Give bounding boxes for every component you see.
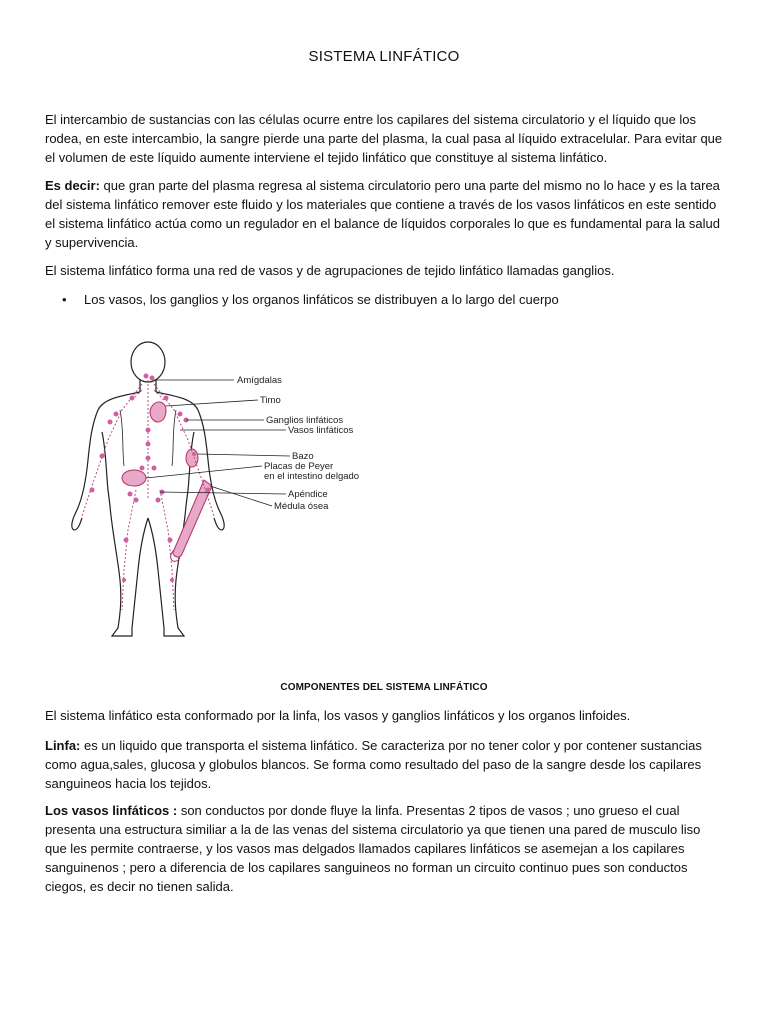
lymphatic-system-figure <box>62 340 402 645</box>
paragraph-linfa-body: es un liquido que transporta el sistema linfático. Se caracteriza por no tener color y por contener sustancias como agua,sales, glucosa y globulos blancos. Se forma como resultado del paso de la sangre desde los capilares sanguineos hacia los tejidos. <box>45 738 702 791</box>
paragraph-linfa <box>45 736 725 793</box>
paragraph-intro: El intercambio de sustancias con las células ocurre entre los capilares del sistema circulatorio y el líquido que los rodea, en este intercambio, la sangre pierde una parte del plasma, la cual pasa al líquido extracelular. Para evitar que el volumen de este líquido aumente interviene el tejido linfático que constituye al sistema linfático. <box>45 112 723 165</box>
paragraph-vasos-linfaticos <box>45 801 725 896</box>
label-placas-2: en el intestino delgado <box>264 471 360 482</box>
label-bazo: Bazo <box>292 451 314 462</box>
label-amigdalas: Amígdalas <box>237 375 282 386</box>
bullet-icon: • <box>62 292 67 307</box>
paragraph-es-decir-body: que gran parte del plasma regresa al sistema circulatorio pero una parte del mismo no lo hace y es la tarea del sistema linfático remover este fluido y los materiales que contiene a través de los vasos linfáticos en este sentido el sistema linfático actúa como un regulador en el balance de líquidos corporales lo que es fundamental para la salud y supervivencia. <box>45 178 720 250</box>
label-apendice: Apéndice <box>288 489 328 500</box>
lymph-vessels <box>82 380 214 610</box>
paragraph-linfa-lead: Linfa: <box>45 738 81 753</box>
paragraph-es-decir-lead: Es decir: <box>45 178 100 193</box>
document-title: SISTEMA LINFÁTICO <box>308 48 460 65</box>
paragraph-vasos-body: son conductos por donde fluye la linfa. Presentas 2 tipos de vasos ; uno grueso el cual presenta una estructura similiar a la de las venas del sistema circulatorio ya que tienen una pared de musculo liso que les permite contraerse, y los vasos mas delgados llamados capilares linfáticos se asemejan a los capilares sanguinenos ; pero a diferencia de los capilares sanguineos no forman un circuito continuo pues son conductos ciegos, es decir no tienen salida. <box>45 803 701 894</box>
paragraph-red-de-vasos: El sistema linfático forma una red de vasos y de agrupaciones de tejido linfático llamadas ganglios. <box>45 263 615 278</box>
figure-labels <box>237 375 359 512</box>
paragraph-es-decir <box>45 176 725 252</box>
label-ganglios: Ganglios linfáticos <box>266 415 344 426</box>
label-vasos: Vasos linfáticos <box>288 425 354 436</box>
label-timo: Timo <box>260 395 281 406</box>
bullet-text: Los vasos, los ganglios y los organos linfáticos se distribuyen a lo largo del cuerpo <box>84 292 559 307</box>
label-medula: Médula ósea <box>274 501 329 512</box>
label-placas-1: Placas de Peyer <box>264 461 334 472</box>
paragraph-conformado: El sistema linfático esta conformado por la linfa, los vasos y ganglios linfáticos y los organos linfoides. <box>45 708 631 723</box>
lymph-organs <box>122 402 212 561</box>
paragraph-vasos-lead: Los vasos linfáticos : <box>45 803 178 818</box>
section-title: COMPONENTES DEL SISTEMA LINFÁTICO <box>280 682 488 693</box>
